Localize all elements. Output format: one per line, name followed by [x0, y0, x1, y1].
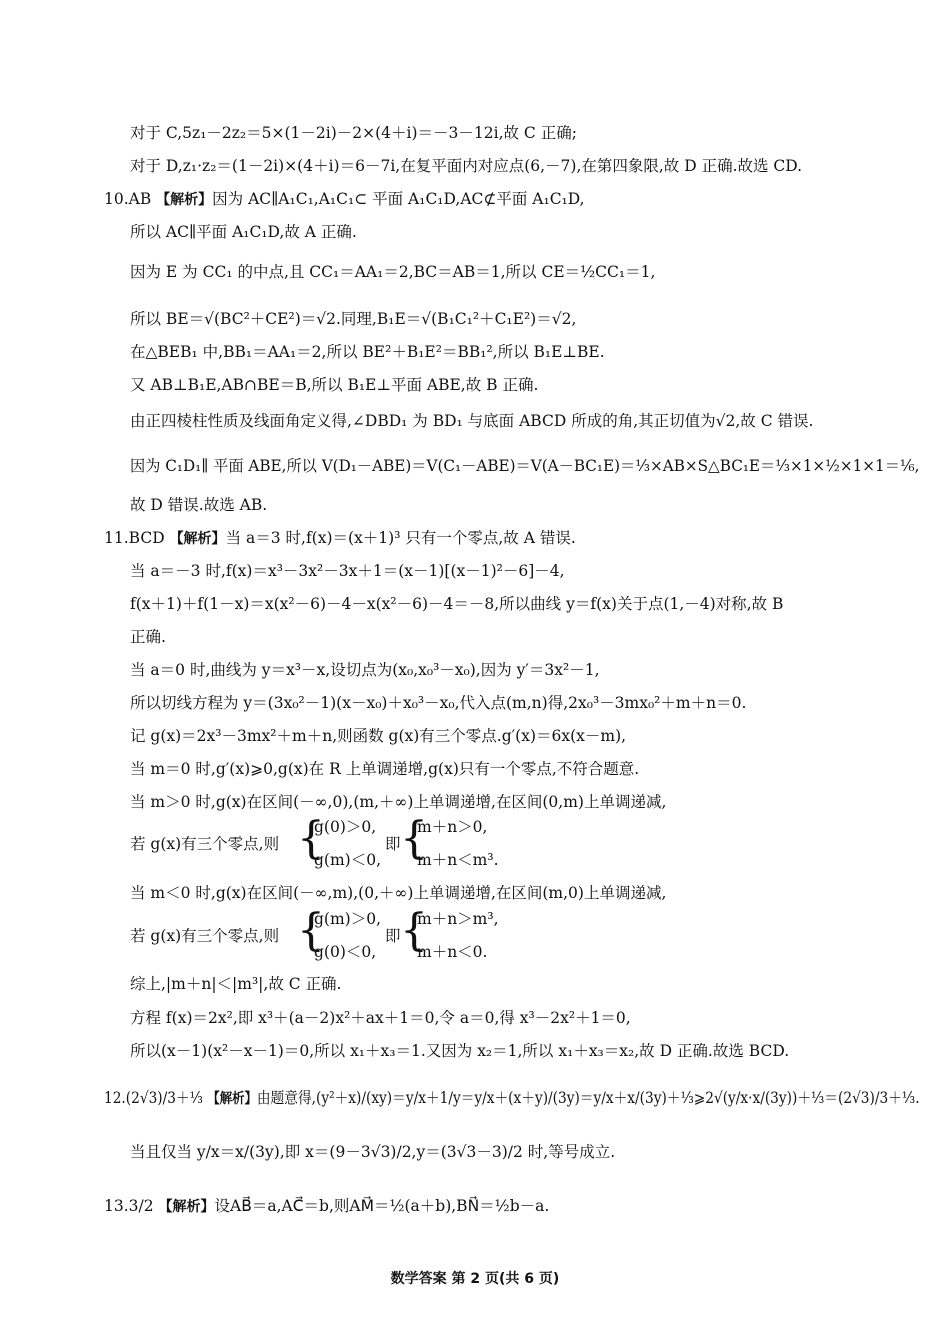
case-condition: g(m)＞0, — [314, 910, 382, 928]
text-line: 当 a＝－3 时,f(x)＝x³－3x²－3x＋1＝(x－1)[(x－1)²－6]－4, — [130, 562, 565, 580]
text-line: 因为 E 为 CC₁ 的中点,且 CC₁＝AA₁＝2,BC＝AB＝1,所以 CE＝½CC₁＝1, — [130, 263, 656, 281]
case-connector: 即 — [385, 835, 401, 853]
text-line: 设AB⃗＝a,AC⃗＝b,则AM⃗＝½(a＋b),BN⃗＝½b－a. — [214, 1197, 550, 1215]
case-lead: 若 g(x)有三个零点,则 — [130, 927, 280, 945]
left-brace: { — [400, 905, 428, 956]
left-brace: { — [297, 813, 325, 864]
question-number: 12.(2√3)/3＋⅓ — [104, 1089, 203, 1107]
analysis-tag: 【解析】 — [158, 1199, 215, 1215]
text-line: 在△BEB₁ 中,BB₁＝AA₁＝2,所以 BE²＋B₁E²＝BB₁²,所以 B₁E⊥BE. — [130, 343, 605, 361]
text-line: 正确. — [130, 628, 166, 646]
question-number: 13.3/2 — [104, 1197, 154, 1215]
text-line: 当且仅当 y/x＝x/(3y),即 x＝(9－3√3)/2,y＝(3√3－3)/2 时,等号成立. — [130, 1143, 616, 1161]
question-10 — [104, 189, 585, 210]
analysis-tag: 【解析】 — [169, 531, 226, 547]
question-11 — [104, 528, 576, 549]
text-line: 又 AB⊥B₁E,AB∩BE＝B,所以 B₁E⊥平面 ABE,故 B 正确. — [130, 376, 539, 394]
case-condition: m＋n＞m³, — [417, 910, 499, 928]
text-line: 记 g(x)＝2x³－3mx²＋m＋n,则函数 g(x)有三个零点.g′(x)＝6x(x－m), — [130, 727, 627, 745]
case-lead: 若 g(x)有三个零点,则 — [130, 835, 280, 853]
analysis-tag: 【解析】 — [156, 192, 213, 208]
question-number: 10.AB — [104, 190, 152, 208]
question-number: 11.BCD — [104, 529, 165, 547]
text-line: 所以(x－1)(x²－x－1)＝0,所以 x₁＋x₃＝1.又因为 x₂＝1,所以 x₁＋x₃＝x₂,故 D 正确.故选 BCD. — [130, 1042, 790, 1060]
text-line: 综上,|m＋n|＜|m³|,故 C 正确. — [130, 975, 342, 993]
text-line: 当 a＝3 时,f(x)＝(x＋1)³ 只有一个零点,故 A 错误. — [225, 529, 576, 547]
text-line: 由题意得,(y²＋x)/(xy)＝y/x＋1/y＝y/x＋(x＋y)/(3y)＝y/x＋x/(3y)＋⅓⩾2√(y/x·x/(3y))＋⅓＝(2√3)/3＋⅓. — [256, 1089, 920, 1107]
text-line: 当 m＜0 时,g(x)在区间(－∞,m),(0,＋∞)上单调递增,在区间(m,0)上单调递减, — [130, 884, 667, 902]
text-line: 当 m＝0 时,g′(x)⩾0,g(x)在 R 上单调递增,g(x)只有一个零点,不符合题意. — [130, 760, 640, 778]
left-brace: { — [400, 813, 428, 864]
text-line: 对于 D,z₁·z₂＝(1－2i)×(4＋i)＝6－7i,在复平面内对应点(6,－7),在第四象限,故 D 正确.故选 CD. — [130, 157, 803, 175]
case-condition: g(0)＞0, — [314, 818, 377, 836]
text-line: 方程 f(x)＝2x²,即 x³＋(a－2)x²＋ax＋1＝0,令 a＝0,得 x³－2x²＋1＝0, — [130, 1009, 631, 1027]
text-line: 由正四棱柱性质及线面角定义得,∠DBD₁ 为 BD₁ 与底面 ABCD 所成的角,其正切值为√2,故 C 错误. — [130, 412, 814, 430]
text-line: 因为 C₁D₁∥ 平面 ABE,所以 V(D₁－ABE)＝V(C₁－ABE)＝V(A－BC₁E)＝⅓×AB×S△BC₁E＝⅓×1×½×1×1＝⅙, — [130, 457, 920, 475]
case-condition: m＋n＜0. — [417, 943, 488, 961]
text-line: 当 m＞0 时,g(x)在区间(－∞,0),(m,＋∞)上单调递增,在区间(0,m)上单调递减, — [130, 793, 667, 811]
case-condition: g(0)＜0, — [314, 943, 377, 961]
text-line: 因为 AC∥A₁C₁,A₁C₁⊂ 平面 A₁C₁D,AC⊄平面 A₁C₁D, — [212, 190, 585, 208]
case-condition: g(m)＜0, — [314, 851, 382, 869]
text-line: 故 D 错误.故选 AB. — [130, 496, 268, 514]
question-12 — [104, 1088, 920, 1109]
case-connector: 即 — [385, 927, 401, 945]
text-line: 所以切线方程为 y＝(3x₀²－1)(x－x₀)＋x₀³－x₀,代入点(m,n)得,2x₀³－3mx₀²＋m＋n＝0. — [130, 694, 747, 712]
text-line: f(x＋1)＋f(1－x)＝x(x²－6)－4－x(x²－6)－4＝－8,所以曲线 y＝f(x)关于点(1,－4)对称,故 B — [130, 595, 784, 613]
text-line: 所以 AC∥平面 A₁C₁D,故 A 正确. — [130, 223, 357, 241]
text-line: 所以 BE＝√(BC²＋CE²)＝√2.同理,B₁E＝√(B₁C₁²＋C₁E²)＝√2, — [130, 310, 577, 328]
text-line: 当 a＝0 时,曲线为 y＝x³－x,设切点为(x₀,x₀³－x₀),因为 y′＝3x²－1, — [130, 661, 600, 679]
text-line: 对于 C,5z₁－2z₂＝5×(1－2i)－2×(4＋i)＝－3－12i,故 C 正确; — [130, 124, 577, 142]
left-brace: { — [297, 905, 325, 956]
analysis-tag: 【解析】 — [207, 1091, 257, 1107]
question-13 — [104, 1196, 549, 1217]
page-footer: 数学答案 第 2 页(共 6 页) — [390, 1271, 560, 1287]
case-condition: m＋n＜m³. — [417, 851, 499, 869]
case-condition: m＋n＞0, — [417, 818, 488, 836]
